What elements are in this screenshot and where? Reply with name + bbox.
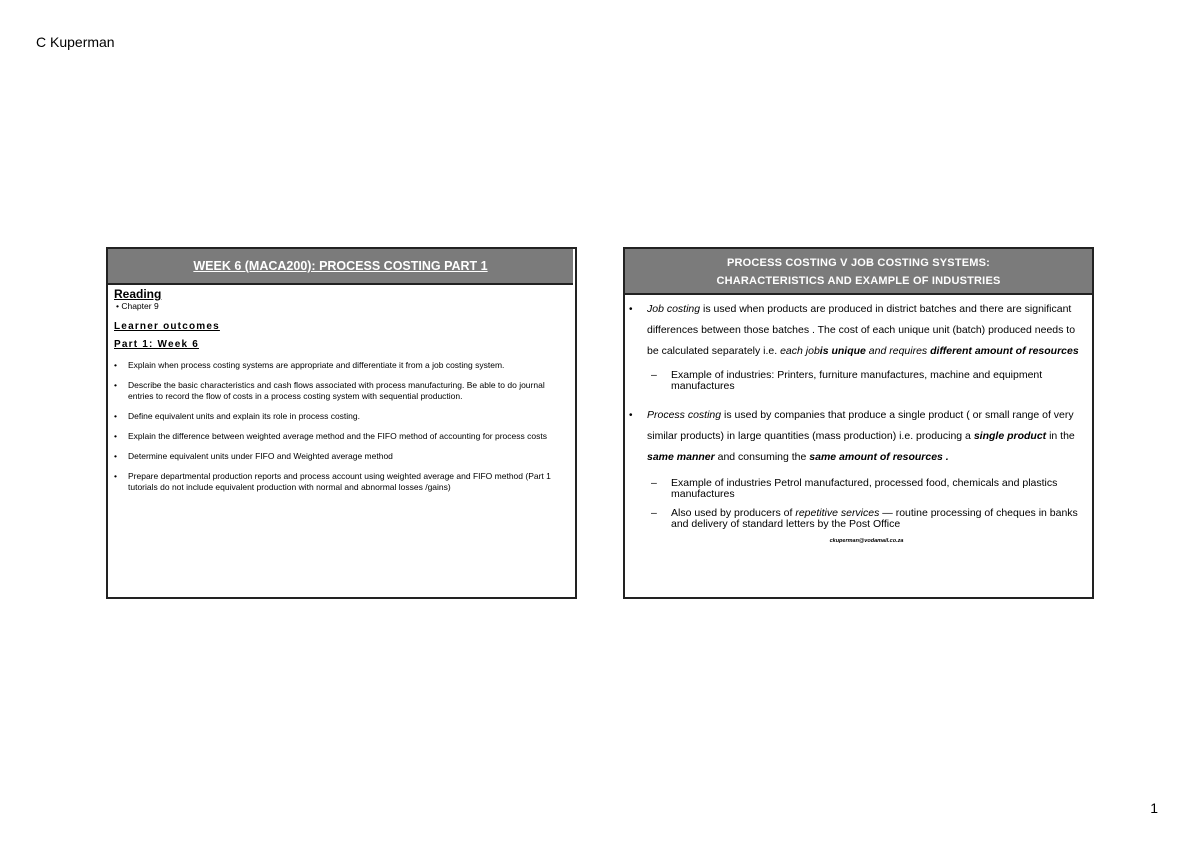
repetitive-term: repetitive services bbox=[795, 507, 880, 519]
author-name: C Kuperman bbox=[36, 34, 115, 50]
page-number: 1 bbox=[1150, 800, 1158, 816]
process-costing-emph3: same amount of resources . bbox=[809, 451, 949, 463]
process-costing-term: Process costing bbox=[647, 409, 722, 421]
slide-process-vs-job bbox=[623, 247, 1094, 599]
job-costing-text: is used when products are produced in district batches and there are significant differences between those batches . The cost of each unique unit (batch) produced needs to be calculated separately i.e. bbox=[647, 303, 1076, 357]
learner-outcomes-heading: Learner outcomes bbox=[114, 321, 220, 332]
list-item: • Determine equivalent units under FIFO and Weighted average method bbox=[114, 451, 569, 462]
chapter-text: Chapter 9 bbox=[121, 301, 159, 311]
job-costing-example: – Example of industries: Printers, furniture manufactures, machine and equipment manufactures bbox=[651, 370, 1086, 392]
slide2-title-line1: PROCESS COSTING V JOB COSTING SYSTEMS: bbox=[726, 257, 991, 269]
slide1-title: WEEK 6 (MACA200): PROCESS COSTING PART 1 bbox=[108, 249, 573, 285]
process-costing-text1: is used by companies that produce a single product ( or small range of very similar products) in large quantities (mass production) i.e. producing a bbox=[647, 409, 1074, 442]
list-item: • Explain when process costing systems are appropriate and differentiate it from a job costing system. bbox=[114, 360, 569, 371]
slide1-body bbox=[108, 285, 575, 493]
list-item: • Prepare departmental production reports and process account using weighted average and FIFO method (Part 1 tutorials do not include equivalent production with normal and abnormal losses /gains) bbox=[114, 471, 569, 493]
outcomes-list bbox=[114, 360, 569, 493]
list-item: • Define equivalent units and explain its role in process costing. bbox=[114, 411, 569, 422]
list-item: • Explain the difference between weighted average method and the FIFO method of accounting for process costs bbox=[114, 431, 569, 442]
process-costing-example: – Example of industries Petrol manufactured, processed food, chemicals and plastics manufactures bbox=[651, 478, 1086, 500]
reading-label: Reading bbox=[114, 287, 162, 301]
job-costing-emph2: different amount of resources bbox=[930, 345, 1079, 357]
process-costing-paragraph bbox=[647, 405, 1086, 468]
process-costing-emph2: same manner bbox=[647, 451, 715, 463]
job-costing-term: Job costing bbox=[647, 303, 701, 315]
process-costing-emph1: single product bbox=[973, 430, 1047, 442]
slide2-title-line2: CHARACTERISTICS AND EXAMPLE OF INDUSTRIES bbox=[716, 275, 1001, 287]
repetitive-services-example bbox=[651, 508, 1086, 530]
job-costing-emph1: is unique bbox=[819, 345, 866, 357]
slide2-title bbox=[625, 249, 1092, 295]
job-costing-italic2: and requires bbox=[865, 345, 928, 357]
repetitive-post: — routine processing of cheques in banks and delivery of standard letters by the Post Office bbox=[671, 507, 1078, 530]
part-heading: Part 1: Week 6 bbox=[114, 339, 199, 350]
email-address: ckuperman@vodamail.co.za bbox=[829, 538, 904, 544]
slide2-body bbox=[625, 295, 1092, 552]
list-item: • Describe the basic characteristics and cash flows associated with process manufacturing. Be able to do journal entries to record the flow of costs in a process costing system with sequential production. bbox=[114, 380, 569, 402]
slide-week6 bbox=[106, 247, 577, 599]
chapter-item: • Chapter 9 bbox=[116, 301, 159, 311]
process-costing-text2: in the bbox=[1046, 430, 1075, 442]
repetitive-pre: Also used by producers of bbox=[671, 507, 796, 519]
job-costing-italic1: each job bbox=[780, 345, 820, 357]
job-costing-paragraph bbox=[647, 299, 1086, 362]
process-costing-text3: and consuming the bbox=[714, 451, 810, 463]
